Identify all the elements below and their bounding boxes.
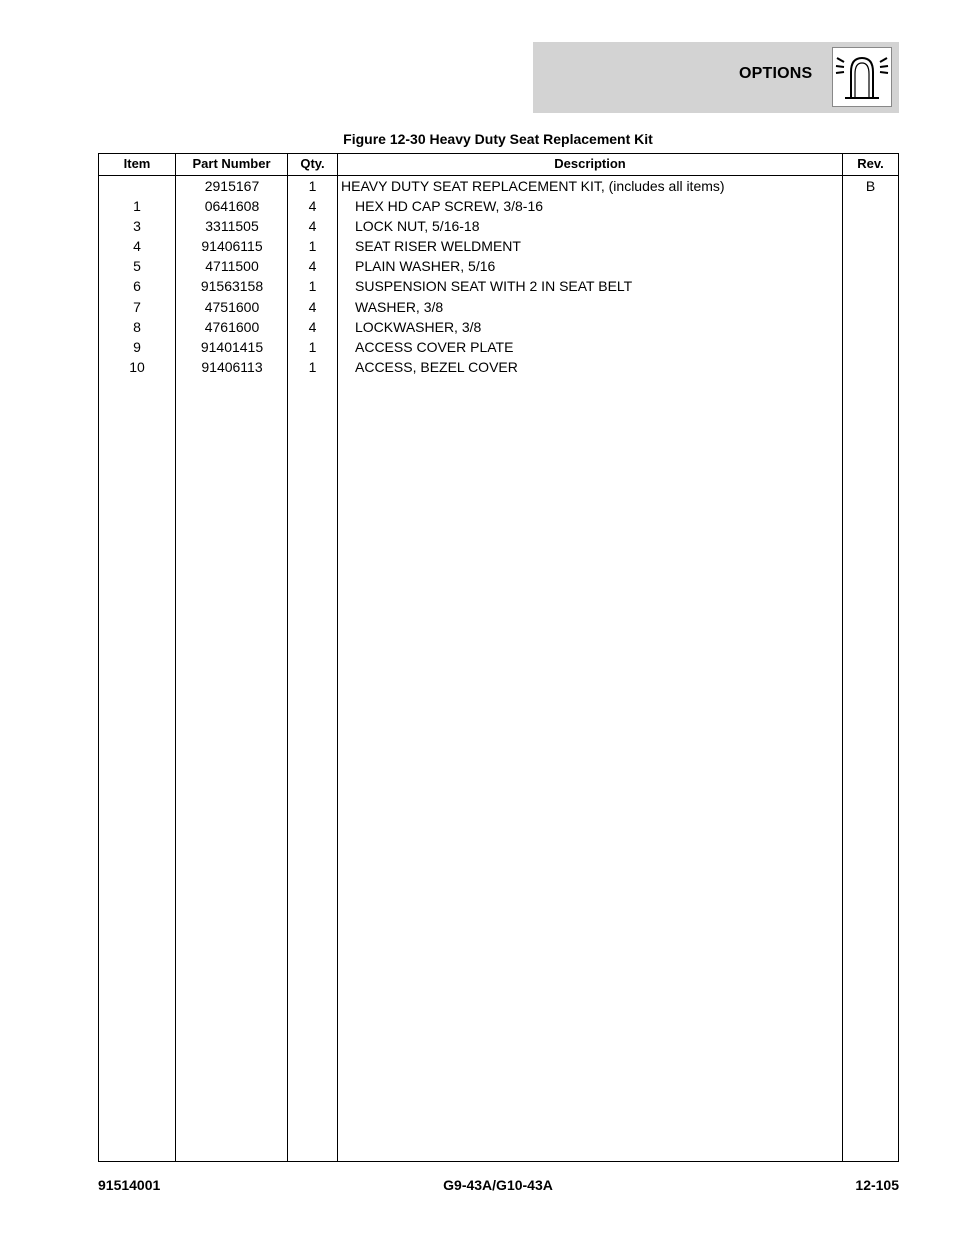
item-cell: 3 — [133, 218, 141, 235]
revision-cell: B — [865, 178, 876, 194]
column-header-item: Item — [123, 156, 151, 171]
table-row — [99, 338, 898, 358]
page-number: 12-105 — [855, 1177, 899, 1193]
item-cell: 5 — [133, 258, 141, 275]
item-cell: 10 — [129, 358, 145, 375]
quantity-cell: 1 — [308, 358, 317, 375]
table-row — [99, 177, 898, 197]
column-header-description: Description — [554, 156, 626, 171]
part-number-cell: 4761600 — [204, 318, 260, 335]
table-row — [99, 217, 898, 237]
section-title: OPTIONS — [739, 65, 813, 82]
quantity-cell: 1 — [308, 278, 317, 295]
item-cell: 9 — [133, 338, 141, 355]
quantity-cell: 4 — [308, 198, 317, 215]
quantity-cell: 1 — [308, 178, 317, 194]
column-header-rev: Rev. — [857, 156, 884, 171]
part-number-cell: 4751600 — [204, 298, 260, 315]
item-cell: 1 — [133, 198, 141, 215]
description-cell: LOCKWASHER, 3/8 — [355, 318, 482, 335]
table-row — [99, 298, 898, 318]
table-row — [99, 358, 898, 378]
table-body — [99, 177, 898, 378]
quantity-cell: 4 — [308, 318, 317, 335]
figure-title: Figure 12-30 Heavy Duty Seat Replacement Kit — [343, 131, 653, 147]
table-row — [99, 277, 898, 297]
model-number: G9-43A/G10-43A — [443, 1177, 553, 1193]
item-cell: 7 — [133, 298, 141, 315]
beacon-light-icon-svg — [833, 48, 891, 106]
part-number-cell: 91406115 — [201, 238, 263, 255]
part-number-cell: 91401415 — [200, 338, 264, 355]
document-number: 91514001 — [98, 1177, 161, 1193]
part-number-cell: 0641608 — [204, 198, 260, 215]
quantity-cell: 4 — [308, 218, 317, 235]
description-cell: ACCESS, BEZEL COVER — [355, 358, 518, 375]
beacon-light-icon — [832, 47, 892, 107]
description-cell: WASHER, 3/8 — [355, 298, 444, 315]
part-number-cell: 91563158 — [200, 278, 264, 295]
header-divider — [99, 175, 898, 176]
quantity-cell: 4 — [308, 298, 317, 315]
description-cell: LOCK NUT, 5/16-18 — [355, 218, 480, 235]
quantity-cell: 1 — [308, 338, 317, 355]
description-cell: ACCESS COVER PLATE — [355, 338, 514, 355]
part-number-cell: 91406113 — [201, 358, 263, 375]
description-cell: SUSPENSION SEAT WITH 2 IN SEAT BELT — [355, 278, 633, 295]
item-cell: 6 — [133, 278, 141, 295]
quantity-cell: 4 — [308, 258, 317, 275]
part-number-cell: 2915167 — [204, 178, 260, 194]
description-cell: PLAIN WASHER, 5/16 — [355, 258, 496, 275]
item-cell: 8 — [133, 318, 141, 335]
description-cell: HEX HD CAP SCREW, 3/8-16 — [355, 198, 544, 215]
description-cell: HEAVY DUTY SEAT REPLACEMENT KIT, (includes all items) — [341, 178, 725, 194]
parts-table — [98, 153, 899, 1162]
description-cell: SEAT RISER WELDMENT — [355, 238, 521, 255]
part-number-cell: 4711500 — [205, 258, 259, 275]
table-row — [99, 197, 898, 217]
column-header-part-number: Part Number — [192, 156, 271, 171]
table-row — [99, 257, 898, 277]
part-number-cell: 3311505 — [205, 218, 259, 235]
table-row — [99, 237, 898, 257]
item-cell: 4 — [133, 238, 141, 255]
column-header-qty: Qty. — [300, 156, 325, 171]
table-row — [99, 318, 898, 338]
quantity-cell: 1 — [308, 238, 317, 255]
